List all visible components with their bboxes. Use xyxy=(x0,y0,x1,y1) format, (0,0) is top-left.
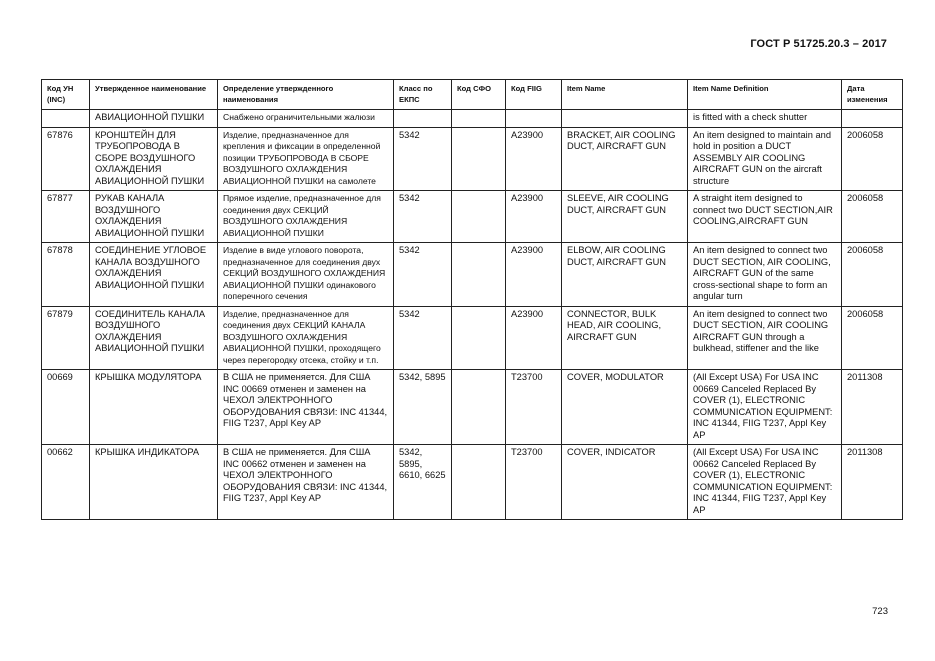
cell-class: 5342, 5895, 6610, 6625 xyxy=(394,445,452,520)
cell-class: 5342 xyxy=(394,243,452,307)
cell-item-definition: (All Except USA) For USA INC 00662 Canceled Replaced By COVER (1), ELECTRONIC COMMUNICATION EQUIPMENT: INC 41344, FIIG T237, Appl Key AP xyxy=(688,445,842,520)
cell-approved-name: РУКАВ КАНАЛА ВОЗДУШНОГО ОХЛАЖДЕНИЯ АВИАЦИОННОЙ ПУШКИ xyxy=(90,191,218,243)
cell-approved-name: КРОНШТЕЙН ДЛЯ ТРУБОПРОВОДА В СБОРЕ ВОЗДУШНОГО ОХЛАЖДЕНИЯ АВИАЦИОННОЙ ПУШКИ xyxy=(90,127,218,191)
header-fiig-code: Код FIIG xyxy=(506,80,562,110)
cell-fiig: A23900 xyxy=(506,243,562,307)
cell-item-definition: is fitted with a check shutter xyxy=(688,110,842,128)
cell-item-name: ELBOW, AIR COOLING DUCT, AIRCRAFT GUN xyxy=(562,243,688,307)
cell-approved-name: КРЫШКА ИНДИКАТОРА xyxy=(90,445,218,520)
cell-class: 5342 xyxy=(394,127,452,191)
header-name-definition: Определение утвержденного наименования xyxy=(218,80,394,110)
cell-item-definition: (All Except USA) For USA INC 00669 Canceled Replaced By COVER (1), ELECTRONIC COMMUNICATION EQUIPMENT: INC 41344, FIIG T237, Appl Key AP xyxy=(688,370,842,445)
cell-date: 2011308 xyxy=(842,445,903,520)
cell-definition: Снабжено ограничительными жалюзи xyxy=(218,110,394,128)
cell-fiig: A23900 xyxy=(506,127,562,191)
cell-fiig: A23900 xyxy=(506,191,562,243)
cell-approved-name: АВИАЦИОННОЙ ПУШКИ xyxy=(90,110,218,128)
cell-item-definition: An item designed to connect two DUCT SECTION, AIR COOLING, AIRCRAFT GUN of the same cross-sectional shape to form an angular turn xyxy=(688,243,842,307)
cell-sfo xyxy=(452,370,506,445)
page-number: 723 xyxy=(872,606,888,617)
cell-class: 5342 xyxy=(394,306,452,370)
cell-fiig: T23700 xyxy=(506,445,562,520)
cell-sfo xyxy=(452,445,506,520)
table-row xyxy=(42,445,903,520)
header-sfo-code: Код СФО xyxy=(452,80,506,110)
cell-item-name: COVER, INDICATOR xyxy=(562,445,688,520)
table-row xyxy=(42,127,903,191)
cell-approved-name: СОЕДИНЕНИЕ УГЛОВОЕ КАНАЛА ВОЗДУШНОГО ОХЛАЖДЕНИЯ АВИАЦИОННОЙ ПУШКИ xyxy=(90,243,218,307)
header-ekps-class: Класс по ЕКПС xyxy=(394,80,452,110)
cell-inc: 67877 xyxy=(42,191,90,243)
nomenclature-table xyxy=(41,79,903,520)
cell-item-name: CONNECTOR, BULK HEAD, AIR COOLING, AIRCRAFT GUN xyxy=(562,306,688,370)
cell-item-definition: An item designed to maintain and hold in position a DUCT ASSEMBLY AIR COOLING AIRCRAFT GUN on the aircraft structure xyxy=(688,127,842,191)
cell-fiig xyxy=(506,110,562,128)
table-row xyxy=(42,306,903,370)
cell-sfo xyxy=(452,191,506,243)
cell-inc: 67879 xyxy=(42,306,90,370)
cell-sfo xyxy=(452,110,506,128)
cell-fiig: T23700 xyxy=(506,370,562,445)
table-row xyxy=(42,243,903,307)
table-row xyxy=(42,110,903,128)
cell-sfo xyxy=(452,306,506,370)
cell-approved-name: СОЕДИНИТЕЛЬ КАНАЛА ВОЗДУШНОГО ОХЛАЖДЕНИЯ АВИАЦИОННОЙ ПУШКИ xyxy=(90,306,218,370)
cell-fiig: A23900 xyxy=(506,306,562,370)
cell-definition: Прямое изделие, предназначенное для соединения двух СЕКЦИЙ ВОЗДУШНОГО ОХЛАЖДЕНИЯ АВИАЦИОННОЙ ПУШКИ xyxy=(218,191,394,243)
document-title: ГОСТ Р 51725.20.3 – 2017 xyxy=(750,38,887,50)
cell-item-name: BRACKET, AIR COOLING DUCT, AIRCRAFT GUN xyxy=(562,127,688,191)
cell-date xyxy=(842,110,903,128)
cell-definition: В США не применяется. Для США INC 00662 отменен и заменен на ЧЕХОЛ ЭЛЕКТРОННОГО ОБОРУДОВАНИЯ СВЯЗИ: INC 41344, FIIG T237, Appl Key AP xyxy=(218,445,394,520)
cell-inc: 67876 xyxy=(42,127,90,191)
table-row xyxy=(42,191,903,243)
cell-definition: Изделие, предназначенное для соединения двух СЕКЦИЙ КАНАЛА ВОЗДУШНОГО ОХЛАЖДЕНИЯ АВИАЦИОННОЙ ПУШКИ, проходящего через перегородку отсека, стойку и т.п. xyxy=(218,306,394,370)
cell-inc: 00662 xyxy=(42,445,90,520)
cell-item-name: SLEEVE, AIR COOLING DUCT, AIRCRAFT GUN xyxy=(562,191,688,243)
cell-date: 2006058 xyxy=(842,243,903,307)
table-header-row xyxy=(42,80,903,110)
cell-inc xyxy=(42,110,90,128)
cell-class: 5342, 5895 xyxy=(394,370,452,445)
header-change-date: Дата изменения xyxy=(842,80,903,110)
header-approved-name: Утвержденное наименование xyxy=(90,80,218,110)
table-row xyxy=(42,370,903,445)
header-item-name: Item Name xyxy=(562,80,688,110)
cell-item-definition: A straight item designed to connect two DUCT SECTION,AIR COOLING,AIRCRAFT GUN xyxy=(688,191,842,243)
cell-date: 2011308 xyxy=(842,370,903,445)
cell-inc: 00669 xyxy=(42,370,90,445)
cell-date: 2006058 xyxy=(842,306,903,370)
cell-definition: В США не применяется. Для США INC 00669 отменен и заменен на ЧЕХОЛ ЭЛЕКТРОННОГО ОБОРУДОВАНИЯ СВЯЗИ: INC 41344, FIIG T237, Appl Key AP xyxy=(218,370,394,445)
cell-sfo xyxy=(452,127,506,191)
cell-item-definition: An item designed to connect two DUCT SECTION, AIR COOLING AIRCRAFT GUN through a bulkhead, stiffener and the like xyxy=(688,306,842,370)
cell-definition: Изделие, предназначенное для крепления и фиксации в определенной позиции ТРУБОПРОВОДА В СБОРЕ ВОЗДУШНОГО ОХЛАЖДЕНИЯ АВИАЦИОННОЙ ПУШКИ на самолете xyxy=(218,127,394,191)
cell-inc: 67878 xyxy=(42,243,90,307)
cell-approved-name: КРЫШКА МОДУЛЯТОРА xyxy=(90,370,218,445)
cell-definition: Изделие в виде углового поворота, предназначенное для соединения двух СЕКЦИЙ ВОЗДУШНОГО ОХЛАЖДЕНИЯ АВИАЦИОННОЙ ПУШКИ одинакового поперечного сечения xyxy=(218,243,394,307)
cell-date: 2006058 xyxy=(842,127,903,191)
cell-item-name xyxy=(562,110,688,128)
header-inc-code: Код УН (INC) xyxy=(42,80,90,110)
cell-date: 2006058 xyxy=(842,191,903,243)
header-item-name-definition: Item Name Definition xyxy=(688,80,842,110)
cell-item-name: COVER, MODULATOR xyxy=(562,370,688,445)
cell-class: 5342 xyxy=(394,191,452,243)
cell-sfo xyxy=(452,243,506,307)
cell-class xyxy=(394,110,452,128)
